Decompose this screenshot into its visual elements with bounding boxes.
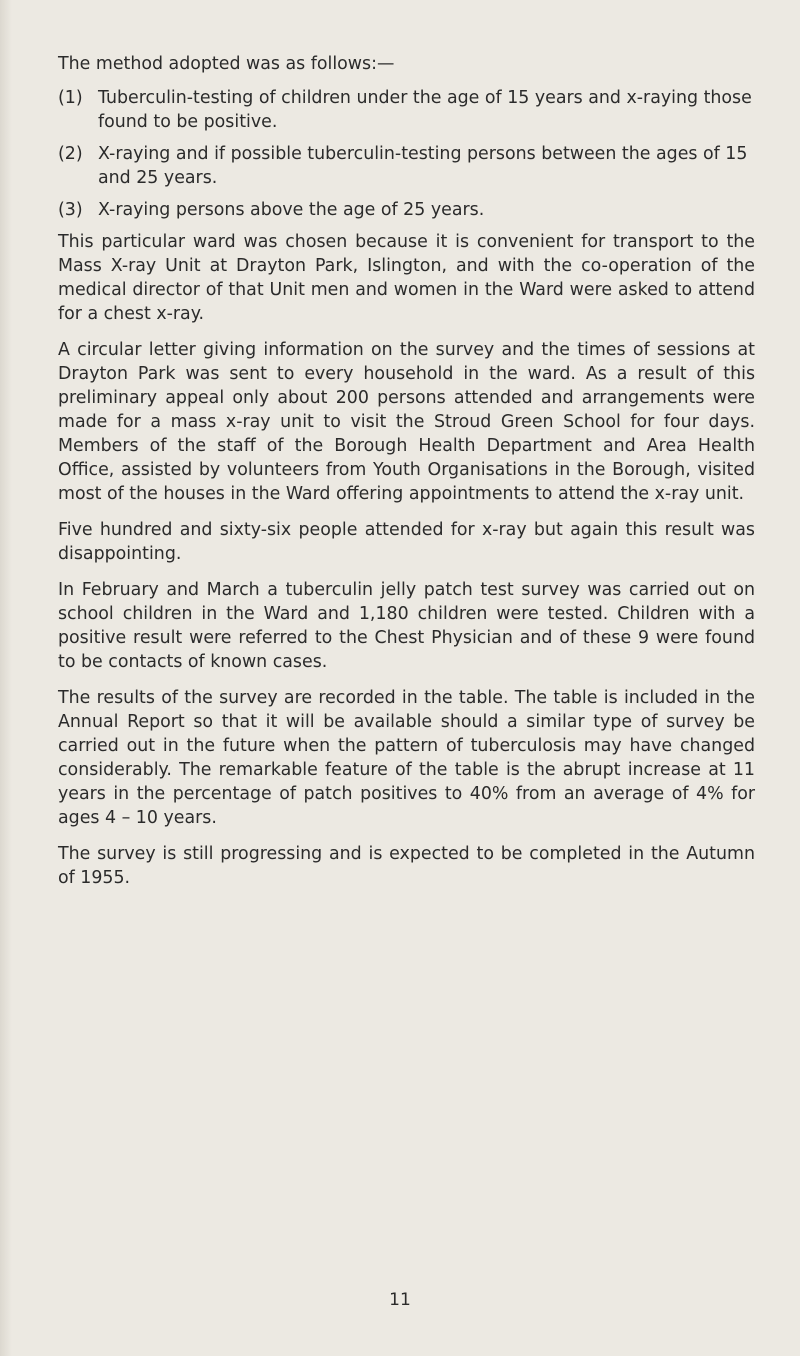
list-item-text: X-raying and if possible tuberculin-testing persons between the ages of 15 and 25 years. (98, 144, 748, 188)
intro-text: The method adopted was as follows:— (58, 54, 395, 74)
paragraph-patch-test: In February and March a tuberculin jelly patch test survey was carried out on school children in the Ward and 1,180 children were tested. Children with a positive result were referred to the Chest Physician and of these 9 were found to be contacts of known cases. (58, 580, 755, 672)
list-item-text: Tuberculin-testing of children under the age of 15 years and x-raying those found to be positive. (98, 88, 752, 132)
list-item (58, 198, 755, 222)
list-item (58, 142, 755, 190)
methods-list (58, 86, 755, 222)
list-item-number: (1) (58, 88, 83, 108)
list-item-number: (2) (58, 144, 83, 164)
list-item-number: (3) (58, 200, 83, 220)
paragraph-circular-letter: A circular letter giving information on the survey and the times of sessions at Drayton Park was sent to every household in the ward. As a result of this preliminary appeal only about 200 persons attended and arrangements were made for a mass x-ray unit to visit the Stroud Green School for four days. Members of the staff of the Borough Health Department and Area Health Office, assisted by volunteers from Youth Organisations in the Borough, visited most of the houses in the Ward offering appointments to attend the x-ray unit. (58, 340, 755, 504)
list-item (58, 86, 755, 134)
page-number: 11 (389, 1290, 411, 1310)
paragraph-ward-choice: This particular ward was chosen because it is convenient for transport to the Mass X-ray Unit at Drayton Park, Islington, and with the co-operation of the medical director of that Unit men and women in the Ward were asked to attend for a chest x-ray. (58, 232, 755, 324)
paragraph-results: The results of the survey are recorded in the table. The table is included in the Annual Report so that it will be available should a similar type of survey be carried out in the future when the pattern of tuberculosis may have changed considerably. The remarkable feature of the table is the abrupt increase at 11 years in the percentage of patch positives to 40% from an average of 4% for ages 4 – 10 years. (58, 688, 755, 828)
list-item-text: X-raying persons above the age of 25 years. (98, 200, 485, 220)
paragraph-progress: The survey is still progressing and is expected to be completed in the Autumn of 1955. (58, 844, 755, 888)
paragraph-attendance: Five hundred and sixty-six people attended for x-ray but again this result was disappointing. (58, 520, 755, 564)
